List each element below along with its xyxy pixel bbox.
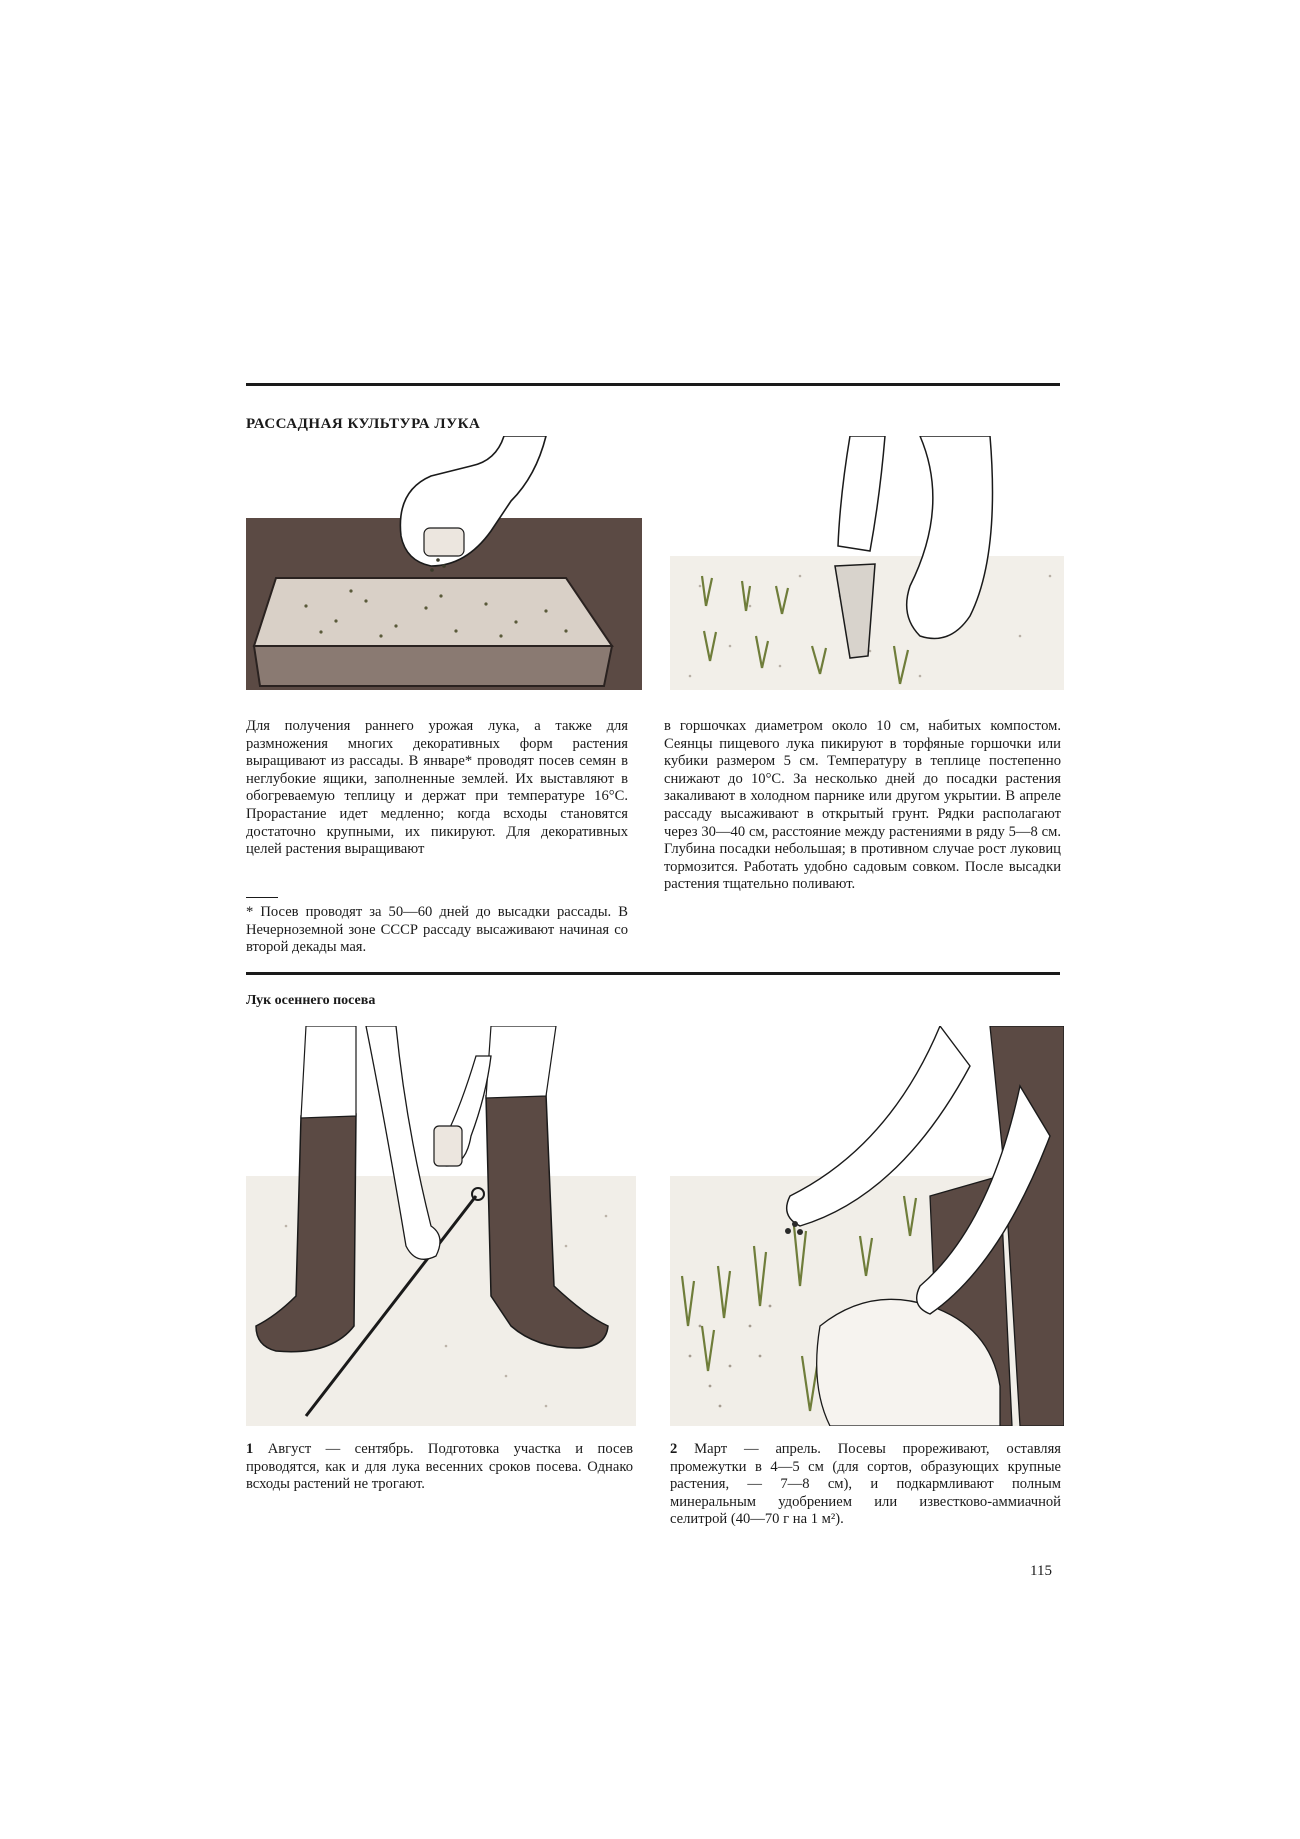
section1-text-right: в горшочках диаметром около 10 см, набитых компостом. Сеянцы пищевого лука пикируют в торфяные горшочки или кубики размером 5 см. Температуру в теплице постепенно снижают до 10°С. За несколько дней до посадки растения закаливают в холодном парнике или другом укрытии. В апреле рассаду высаживают в открытый грунт. Рядки располагают через 30—40 см, расстояние между растениями в ряду 5—8 см. Глубина посадки небольшая; в противном случае рост луковиц тормозится. Работать удобно садовым совком. После высадки растения тщательно поливают. [664,718,1061,893]
top-rule [246,383,1060,386]
spring-thinning-illustration [670,1026,1064,1426]
section1-text-left: Для получения раннего урожая лука, а также для размножения многих декоративных форм растения выращивают из рассады. В январе* проводят посев семян в неглубокие ящики, заполненные землей. Их выставляют в обогреваемую теплицу и держат при температуре 16°С. Прорастание идет медленно; когда всходы становятся достаточно крупными, их пикируют. Для декоративных целей растения выращивают [246,718,628,858]
trowel-planting-illustration [670,436,1064,690]
subsection-title: Лук осеннего посева [246,993,376,1008]
middle-rule [246,972,1060,975]
caption-1 [246,1441,633,1494]
caption-1-number: 1 [246,1441,254,1457]
caption-2 [670,1441,1061,1529]
seed-tray-illustration [246,436,642,690]
caption-2-text: Март — апрель. Посевы прореживают, оставляя промежутки в 4—5 см (для сортов, образующих крупные растения, — 7—8 см), и подкармливают полным минеральным удобрением или известково-аммиачной селитрой (40—70 г на 1 м²). [670,1441,1061,1528]
autumn-sowing-illustration [246,1026,636,1426]
page-number: 115 [1030,1563,1052,1579]
caption-2-number: 2 [670,1441,678,1457]
caption-1-text: Август — сентябрь. Подготовка участка и посев проводятся, как и для лука весенних сроков посева. Однако всходы растений не трогают. [246,1441,634,1493]
footnote: * Посев проводят за 50—60 дней до высадки рассады. В Нечерноземной зоне СССР рассаду высаживают начиная со второй декады мая. [246,904,628,956]
section-title: РАССАДНАЯ КУЛЬТУРА ЛУКА [246,416,481,432]
footnote-rule [246,897,278,898]
